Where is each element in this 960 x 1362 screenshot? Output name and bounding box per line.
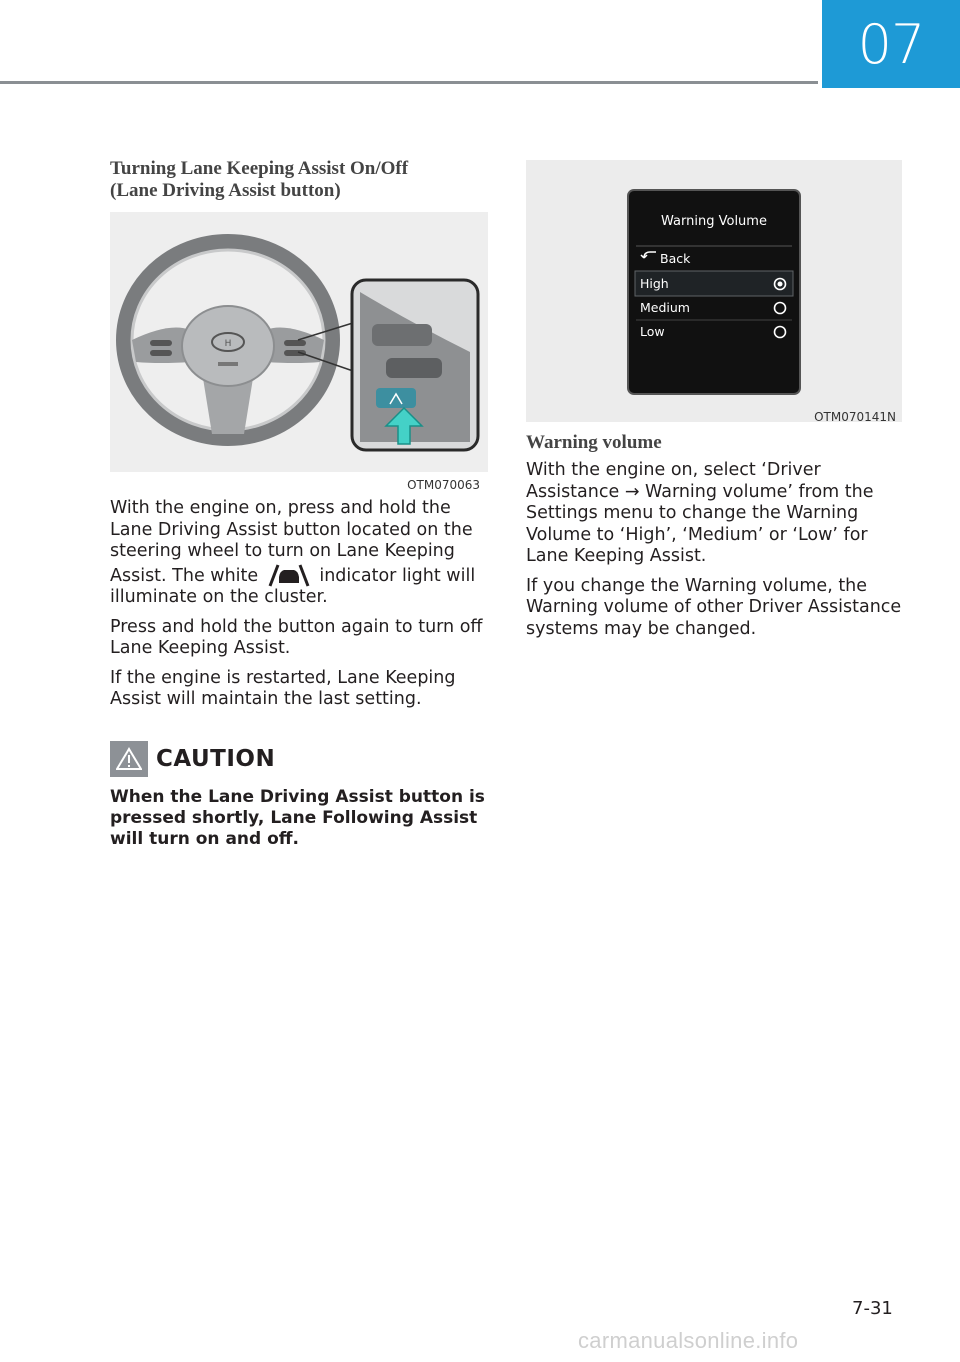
left-column: [110, 158, 488, 850]
steering-wheel-figure: [110, 212, 488, 492]
screen-title: Warning Volume: [661, 214, 767, 229]
chapter-tab: 07: [822, 0, 960, 88]
paragraph-2: Press and hold the button again to turn off Lane Keeping Assist.: [110, 616, 483, 658]
figure-code-right: OTM070141N: [814, 410, 896, 424]
paragraph-1-start: With the engine on, press and hold the Lane Driving Assist button located on the steering wheel to turn on Lane Keeping Assist. The white: [110, 498, 473, 586]
caution-text: When the Lane Driving Assist button is pressed shortly, Lane Following Assist will turn on and off.: [110, 786, 485, 849]
option-low: Low: [640, 324, 665, 339]
section-heading-lka: [110, 158, 488, 202]
caution-title: CAUTION: [156, 745, 276, 772]
section-heading-warning-volume: Warning volume: [526, 432, 662, 453]
right-column: [526, 160, 902, 648]
figure-code-left: OTM070063: [407, 478, 480, 492]
right-paragraph-2: If you change the Warning volume, the Warning volume of other Driver Assistance systems may be changed.: [526, 575, 902, 639]
watermark: carmanualsonline.info: [578, 1328, 799, 1353]
heading-line-2: (Lane Driving Assist button): [110, 180, 341, 201]
paragraph-3: If the engine is restarted, Lane Keeping Assist will maintain the last setting.: [110, 667, 456, 709]
steering-wheel-illustration: [110, 212, 488, 472]
caution-header: [110, 741, 488, 777]
right-paragraph-1: With the engine on, select ‘Driver Assistance → Warning volume’ from the Settings menu to change the Warning Volume to ‘High’, ‘Medium’ or ‘Low’ for Lane Keeping Assist.: [526, 460, 874, 566]
heading-line-1: Turning Lane Keeping Assist On/Off: [110, 158, 409, 179]
warning-triangle-icon: [116, 747, 142, 771]
option-medium: Medium: [640, 300, 690, 315]
warning-volume-figure: [526, 160, 902, 422]
lane-keeping-indicator-icon: [266, 563, 312, 587]
page-number: 7-31: [852, 1298, 893, 1319]
paragraph-1: [110, 498, 488, 609]
header-rule: [0, 81, 818, 84]
caution-box: [110, 741, 148, 777]
svg-text:H: H: [224, 339, 232, 349]
option-high: High: [640, 276, 669, 291]
screen-back: Back: [660, 251, 691, 266]
paragraph-1-end: indicator light will illuminate on the cluster.: [110, 565, 476, 607]
cluster-screen-illustration: [526, 160, 902, 422]
